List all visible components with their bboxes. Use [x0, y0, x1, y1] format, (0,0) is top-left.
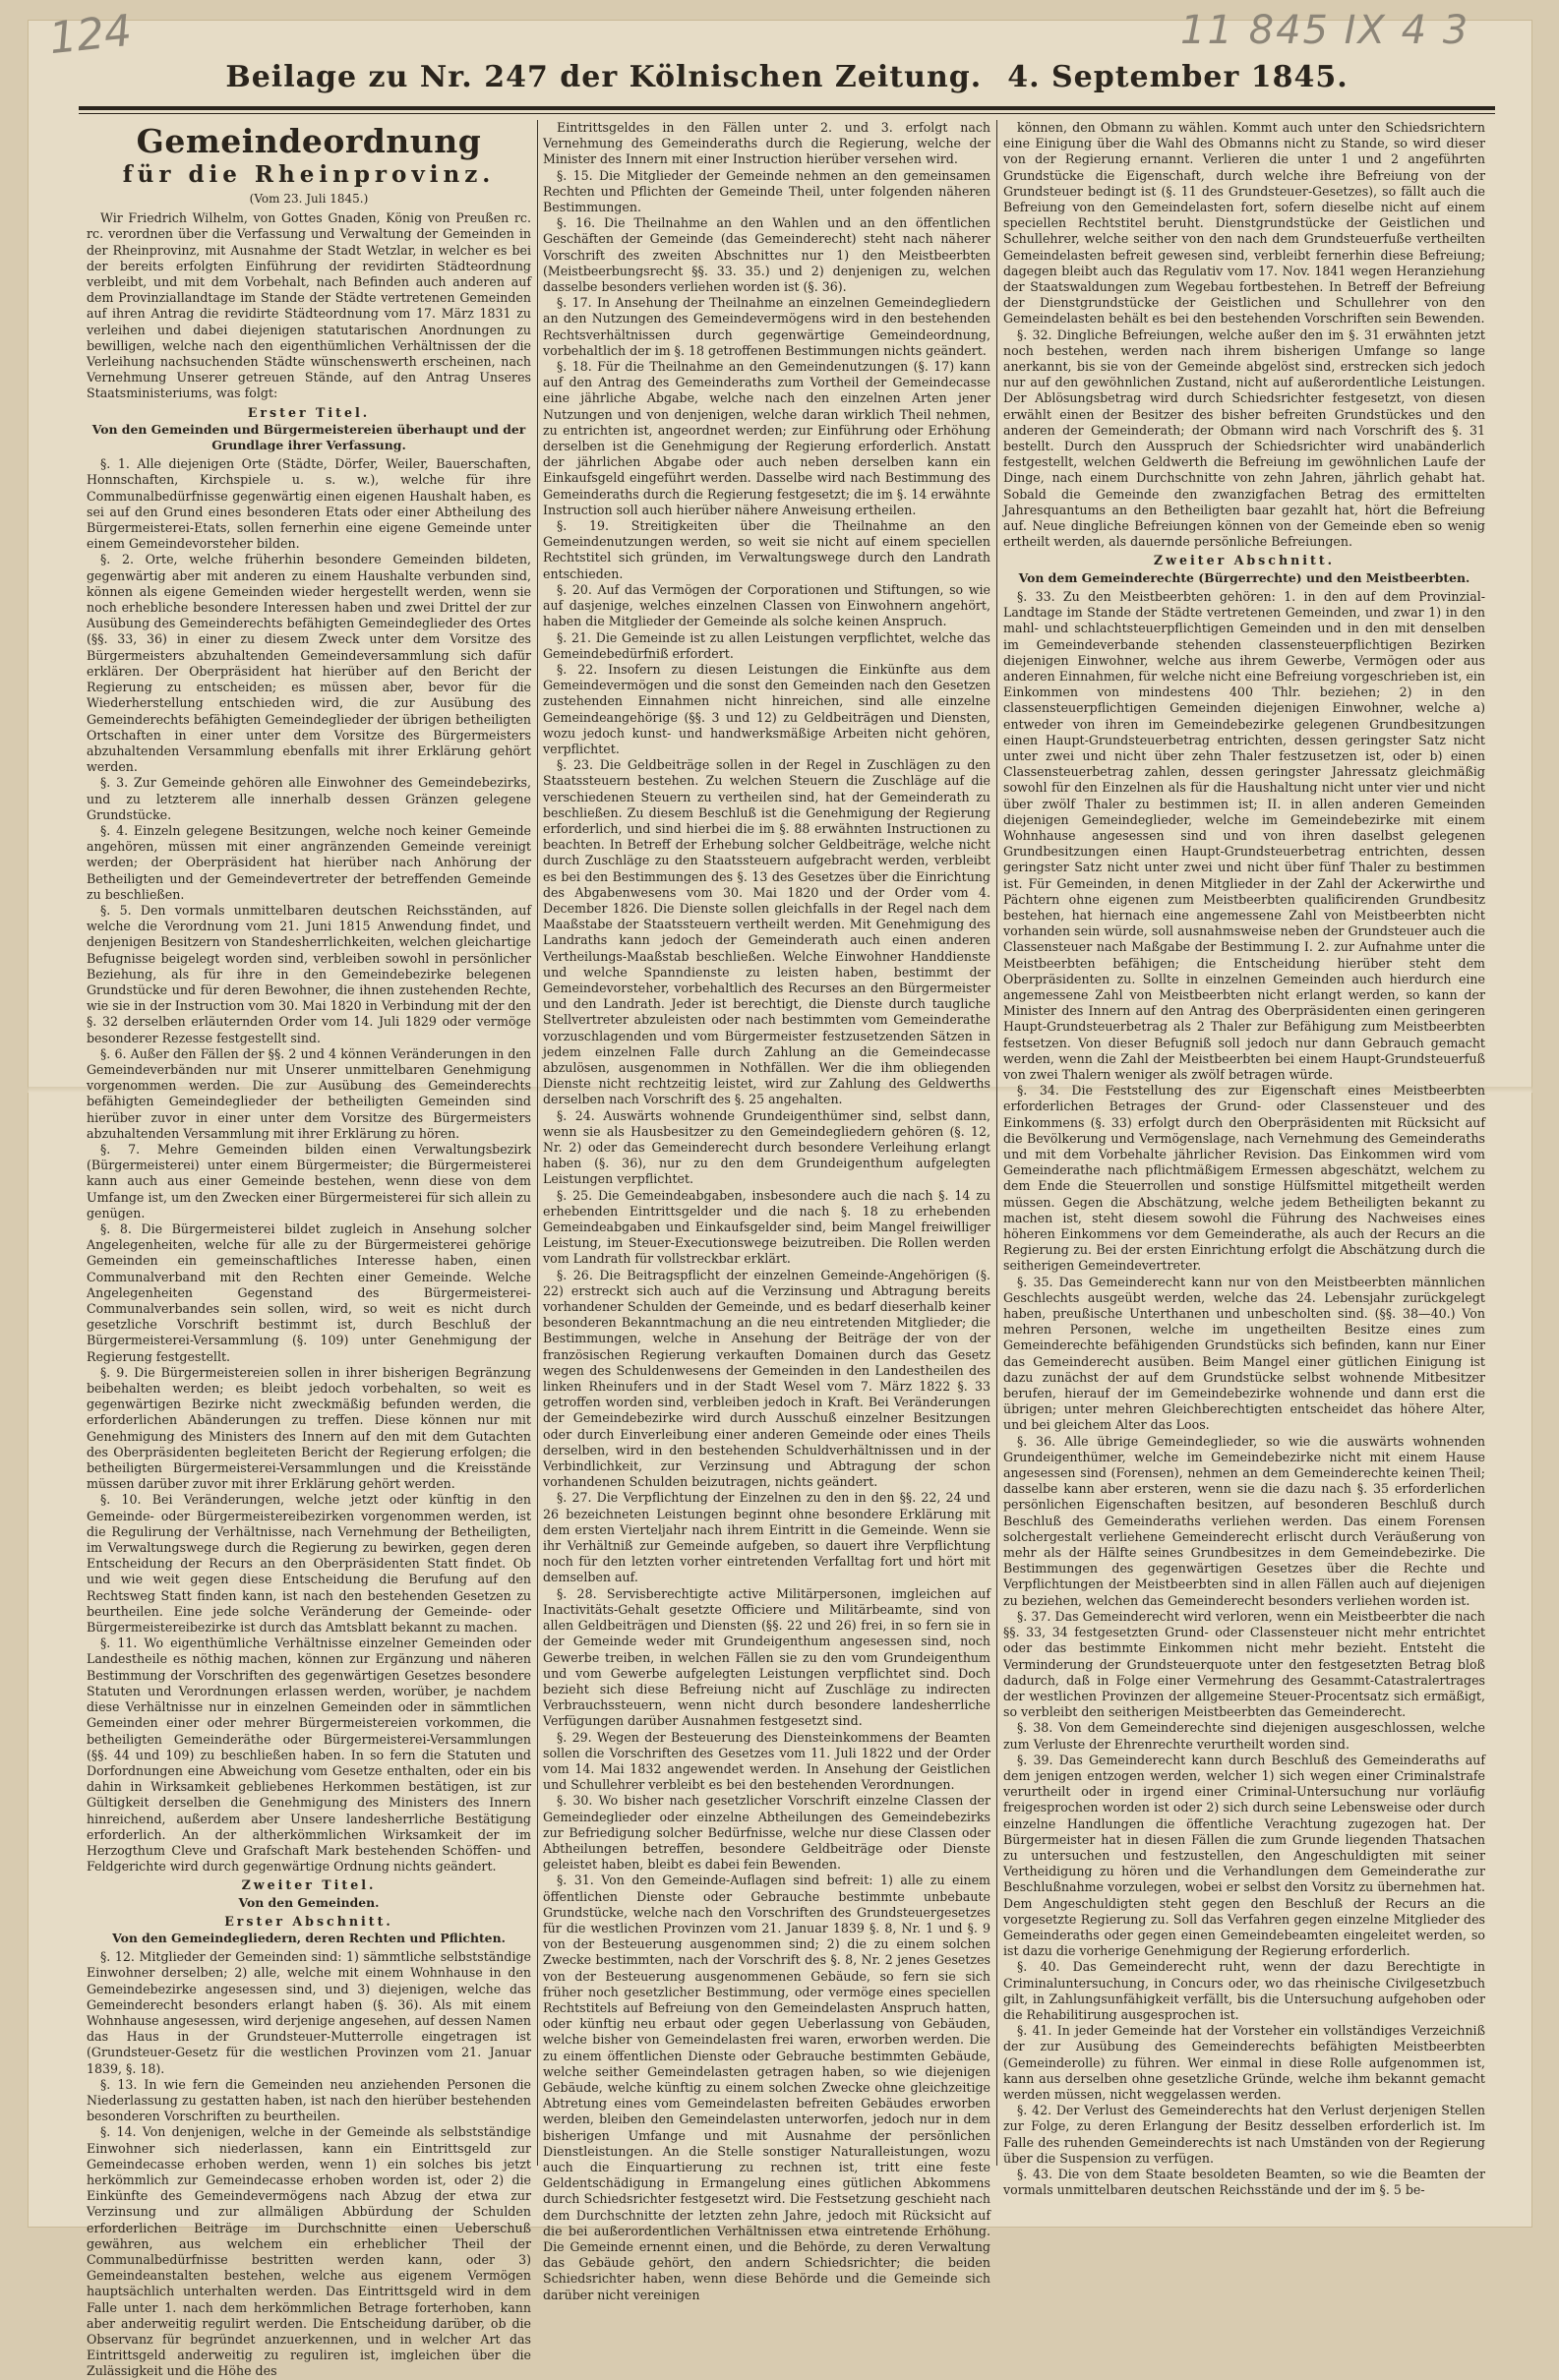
paragraph: §. 20. Auf das Vermögen der Corporationen und Stiftungen, so wie auf dasjenige, welches einzelnen Classen von Einwohnern angehört, haben die Mitglieder der Gemeinde als solche keinen Anspruch.	[543, 581, 990, 629]
paragraph: §. 29. Wegen der Besteuerung des Diensteinkommens der Beamten sollen die Vorschriften des Gesetzes vom 11. Juli 1822 und der Order vom 14. Mai 1832 angewendet werden. In Ansehung der Geistlichen und Schullehrer verbleibt es bei den bestehenden Verordnungen.	[543, 1729, 990, 1793]
column-divider-2	[996, 120, 997, 2166]
paragraph: §. 19. Streitigkeiten über die Theilnahme an den Gemeindenutzungen werden, so weit sie nicht auf einem speciellen Rechtstitel sich gründen, im Verwaltungswege durch den Landrath entschieden.	[543, 518, 990, 581]
section-1-heading: Erster Abschnitt.	[224, 1913, 393, 1929]
paragraph-list	[543, 120, 990, 2303]
paragraph: §. 5. Den vormals unmittelbaren deutschen Reichsständen, auf welche die Verordnung vom 21. Juni 1815 Anwendung findet, und denjenigen Besitzern von Standesherrlichkeiten, welchen gleichartige Befugnisse beigelegt worden sind, verbleiben sowohl in persönlicher Beziehung, als für ihre in den Gemeindebezirke belegenen Grundstücke und für deren Bewohner, die ihnen zustehenden Rechte, wie sie in der Instruction vom 30. Mai 1820 in Verbindung mit der den §. 32 derselben erläuternden Order vom 14. Juli 1829 oder vermöge besonderer Rezesse festgestellt sind.	[87, 902, 531, 1045]
paragraph: §. 17. In Ansehung der Theilnahme an einzelnen Gemeindegliedern an den Nutzungen des Gemeindevermögens wird in den bestehenden Rechtsverhältnissen durch gegenwärtige Gemeindeordnung, vorbehaltlich der im §. 18 getroffenen Bestimmungen nichts geändert.	[543, 295, 990, 358]
title-1-heading: Erster Titel.	[247, 404, 371, 420]
paragraph: §. 18. Für die Theilnahme an den Gemeindenutzungen (§. 17) kann auf den Antrag des Gemeinderaths zum Vortheil der Gemeindecasse eine jährliche Abgabe, welche nach den einzelnen Arten jener Nutzungen und von denjenigen, welche daran wirklich Theil nehmen, zu entrichten ist, angeordnet werden; zur Einführung oder Erhöhung derselben ist die Genehmigung der Regierung erforderlich. Anstatt der jährlichen Abgabe oder auch neben derselben kann ein Einkaufsgeld eingeführt werden. Dasselbe wird nach Bestimmung des Gemeinderaths durch die Regierung festgesetzt; die im §. 14 erwähnte Instruction soll auch hierüber nähere Anweisung ertheilen.	[543, 359, 990, 517]
paragraph: §. 15. Die Mitglieder der Gemeinde nehmen an den gemeinsamen Rechten und Pflichten der Gemeinde Theil, unter folgenden näheren Bestimmungen.	[543, 167, 990, 215]
title-2-heading: Zweiter Titel.	[241, 1877, 377, 1893]
paragraph: §. 2. Orte, welche früherhin besondere Gemeinden bildeten, gegenwärtig aber mit anderen zu einem Haushalte verbunden sind, können als eigene Gemeinden wieder hergestellt werden, wenn sie noch erhebliche besondere Interessen haben und zwei Drittel der zur Ausübung des Gemeinderechts befähigten Gemeindeglieder des Ortes (§§. 33, 36) in einer zu diesem Zweck unter dem Vorsitze des Bürgermeisters abzuhaltenden Gemeindeversammlung sich dafür erklären. Der Oberpräsident hat hierüber auf den Bericht der Regierung zu entscheiden; es müssen aber, bevor für die Wiederherstellung entschieden wird, die zur Ausübung des Gemeinderechts befähigten Gemeindeglieder der übrigen betheiligten Ortschaften in einer unter dem Vorsitze des Bürgermeisters abzuhaltenden Versammlung ebenfalls mit ihrer Erklärung gehört werden.	[87, 552, 531, 775]
paragraph: §. 22. Insofern zu diesen Leistungen die Einkünfte aus dem Gemeindevermögen und die sonst den Gemeinden nach den Gesetzen zustehenden Einnahmen nicht hinreichen, sind alle einzelne Gemeindeangehörige (§§. 3 und 12) zu Geldbeiträgen und Diensten, wozu jedoch kunst- und handwerksmäßige Arbeiten nicht gehören, verpflichtet.	[543, 661, 990, 756]
intro-paragraph: Wir Friedrich Wilhelm, von Gottes Gnaden, König von Preußen rc. rc. verordnen über die Verfassung und Verwaltung der Gemeinden in der Rheinprovinz, mit Ausnahme der Stadt Wetzlar, in welcher es bei der bereits erfolgten Einführung der revidirten Städteordnung verbleibt, und mit dem Vorbehalt, nach Befinden auch anderen auf dem Provinziallandtage im Stande der Städte vertretenen Gemeinden auf ihren Antrag die revidirte Städteordnung vom 17. März 1831 zu verleihen und dabei diejenigen statutarischen Anordnungen zu bewilligen, welche nach den eigenthümlichen Verhältnissen der die Verleihung nachsuchenden Städte wünschenswerth erscheinen, nach Vernehmung Unserer getreuen Stände, auf den Antrag Unseres Staatsministeriums, was folgt:	[87, 210, 531, 401]
paragraph-list	[1003, 120, 1485, 550]
paragraph: §. 3. Zur Gemeinde gehören alle Einwohner des Gemeindebezirks, und zu letzterem alle innerhalb dessen Gränzen gelegene Grundstücke.	[87, 775, 531, 822]
pencil-mark-right: 11 845 IX 4 3	[1180, 8, 1470, 53]
pencil-mark-left: 124	[46, 5, 135, 65]
paragraph: §. 34. Die Feststellung des zur Eigenschaft eines Meistbeerbten erforderlichen Betrages der Grund- oder Classensteuer und des Einkommens (§. 33) erfolgt durch den Oberpräsidenten mit Rücksicht auf die Bevölkerung und Vermögenslage, nach Vernehmung des Gemeinderaths und mit dem Vorbehalte jährlicher Revision. Das Einkommen wird vom Gemeinderathe nach pflichtmäßigem Ermessen abgeschätzt, welchem zu dem Ende die Steuerrollen und sonstige Hülfsmittel mitgetheilt werden müssen. Gegen die Abschätzung, welche jedem Betheiligten bekannt zu machen ist, steht diesem sowohl die Führung des Nachweises eines höheren Einkommens vor dem Gemeinderathe, als auch der Recurs an die Regierung zu. Bei der ersten Einrichtung erfolgt die Abschätzung durch die seitherigen Gemeindevertreter.	[1003, 1083, 1485, 1274]
paragraph: §. 10. Bei Veränderungen, welche jetzt oder künftig in den Gemeinde- oder Bürgermeistereibezirken vorgenommen werden, ist die Regulirung der Verhältnisse, nach Vernehmung der Betheiligten, im Verwaltungswege durch die Regierung zu bewirken, gegen deren Entscheidung der Recurs an den Oberpräsidenten Statt findet. Ob und wie weit gegen diese Entscheidung die Berufung auf den Rechtsweg Statt finden kann, ist nach den bestehenden Gesetzen zu beurtheilen. Eine jede solche Veränderung der Gemeinde- oder Bürgermeistereibezirke ist durch das Amtsblatt bekannt zu machen.	[87, 1492, 531, 1636]
paragraph: §. 40. Das Gemeinderecht ruht, wenn der dazu Berechtigte in Criminaluntersuchung, in Concurs oder, wo das rheinische Civilgesetzbuch gilt, in Zahlungsunfähigkeit verfällt, bis die Untersuchung aufgehoben oder die Rehabilitirung ausgesprochen ist.	[1003, 1959, 1485, 2022]
paragraph: §. 4. Einzeln gelegene Besitzungen, welche noch keiner Gemeinde angehören, müssen mit einer angränzenden Gemeinde vereinigt werden; der Oberpräsident hat hierüber nach Anhörung der Betheiligten und der Gemeindevertreter der betreffenden Gemeinde zu beschließen.	[87, 822, 531, 902]
paragraph-list	[87, 1949, 531, 2379]
paragraph: §. 42. Der Verlust des Gemeinderechts hat den Verlust derjenigen Stellen zur Folge, zu deren Erlangung der Besitz desselben erforderlich ist. Im Falle des ruhenden Gemeinderechts ist nach Umständen von der Regierung über die Suspension zu verfügen.	[1003, 2103, 1485, 2166]
document-title: Gemeindeordnung	[136, 122, 482, 160]
title-1-subheading: Von den Gemeinden und Bürgermeistereien überhaupt und der Grundlage ihrer Verfassung.	[91, 421, 526, 453]
paragraph: §. 30. Wo bisher nach gesetzlicher Vorschrift einzelne Classen der Gemeindeglieder oder einzelne Abtheilungen des Gemeindebezirks zur Befriedigung solcher Bedürfnisse, welche nur diese Classen oder Abtheilungen betreffen, besondere Geldbeiträge oder Dienste geleistet haben, bleibt es dabei fein Bewenden.	[543, 1793, 990, 1873]
paragraph: §. 25. Die Gemeindeabgaben, insbesondere auch die nach §. 14 zu erhebenden Eintrittsgelder und die nach §. 18 zu erhebenden Gemeindeabgaben und Einkaufsgelder sind, beim Mangel freiwilliger Leistung, im Steuer-Executionswege beizutreiben. Die Rollen werden vom Landrath für vollstreckbar erklärt.	[543, 1187, 990, 1267]
paragraph: §. 43. Die von dem Staate besoldeten Beamten, so wie die Beamten der vormals unmittelbaren deutschen Reichsstände und der im §. 5 be-	[1003, 2167, 1485, 2198]
paragraph: §. 37. Das Gemeinderecht wird verloren, wenn ein Meistbeerbter die nach §§. 33, 34 festgesetzten Grund- oder Classensteuer nicht mehr entrichtet oder das bestimmte Einkommen nicht mehr bezieht. Entsteht die Verminderung der Grundsteuerquote unter den festgesetzten Betrag bloß dadurch, daß in Folge einer Vermehrung des Gesammt-Catastralertrages der westlichen Provinzen der allgemeine Steuer-Procentsatz sich ermäßigt, so verbleibt den seitherigen Meistbeerbten das Gemeinderecht.	[1003, 1608, 1485, 1720]
paragraph: §. 11. Wo eigenthümliche Verhältnisse einzelner Gemeinden oder Landestheile es nöthig machen, können zur Ergänzung und näheren Bestimmung der Vorschriften des gegenwärtigen Gesetzes besondere Statuten und Verordnungen erlassen werden, worüber, je nachdem diese Verhältnisse nur in einzelnen Gemeinden oder in sämmtlichen Gemeinden einer oder mehrer Bürgermeistereien vorkommen, die betheiligten Gemeinderäthe oder Bürgermeisterei-Versammlungen (§§. 44 und 109) zu beschließen haben. In so fern die Statuten und Dorfordnungen eine Abweichung vom Gesetze enthalten, oder ein bis dahin in Wirksamkeit gebliebenes Herkommen bestätigen, ist zur Gültigkeit derselben die Genehmigung des Ministers des Innern hinreichend, außerdem aber Unsere landesherrliche Bestätigung erforderlich. An der altherkömmlichen Wirksamkeit der im Herzogthum Cleve und Grafschaft Mark bestehenden Schöffen- und Feldgerichte wird durch gegenwärtige Ordnung nichts geändert.	[87, 1636, 531, 1874]
paragraph: §. 27. Die Verpflichtung der Einzelnen zu den in den §§. 22, 24 und 26 bezeichneten Leistungen beginnt ohne besondere Erklärung mit dem ersten Vierteljahr nach ihrem Eintritt in die Gemeinde. Wenn sie ihr Verhältniß zur Gemeinde aufgeben, so dauert ihre Verpflichtung noch für den letzten vorher eintretenden Verfalltag fort und hört mit demselben auf.	[543, 1490, 990, 1585]
document-date: (Vom 23. Juli 1845.)	[249, 192, 369, 206]
paragraph: §. 38. Von dem Gemeinderechte sind diejenigen ausgeschlossen, welche zum Verluste der Ehrenrechte verurtheilt worden sind.	[1003, 1720, 1485, 1752]
paragraph: §. 8. Die Bürgermeisterei bildet zugleich in Ansehung solcher Angelegenheiten, welche für alle zu der Bürgermeisterei gehörige Gemeinden ein gemeinschaftliches Interesse haben, einen Communalverband mit den Rechten einer Gemeinde. Welche Angelegenheiten Gegenstand des Bürgermeisterei-Communalverbandes sein sollen, wird, so weit es nicht durch gesetzliche Vorschrift bestimmt ist, durch Beschluß der Bürgermeisterei-Versammlung (§. 109) unter Genehmigung der Regierung festgestellt.	[87, 1221, 531, 1364]
paragraph: §. 26. Die Beitragspflicht der einzelnen Gemeinde-Angehörigen (§. 22) erstreckt sich auch auf die Verzinsung und Abtragung bereits vorhandener Schulden der Gemeinde, und es bedarf dieserhalb keiner besonderen Bekanntmachung an die neu eintretenden Mitglieder; die Bestimmungen, welche in Ansehung der Beiträge der von der französischen Regierung verkauften Domainen durch das Gesetz wegen des Schuldenwesens der Gemeinden in den Landestheilen des linken Rheinufers und in der Stadt Wesel vom 7. März 1822 §. 33 getroffen worden sind, verbleiben jedoch in Kraft. Bei Veränderungen der Gemeindebezirke wird durch Ausschuß einzelner Besitzungen oder durch Einverleibung einer anderen Gemeinde oder eines Theils derselben, wird in den bestehenden Schuldverhältnissen und in der Verbindlichkeit, zur Verzinsung und Abtragung der schon vorhandenen Schulden beizutragen, nichts geändert.	[543, 1267, 990, 1490]
paragraph: §. 39. Das Gemeinderecht kann durch Beschluß des Gemeinderaths auf dem jenigen entzogen werden, welcher 1) sich wegen einer Criminalstrafe verurtheilt oder in irgend einer Criminal-Untersuchung nur vorläufig freigesprochen worden ist oder 2) sich durch seine Lebensweise oder durch einzelne Handlungen die öffentliche Verachtung zugezogen hat. Der Bürgermeister hat in diesen Fällen die zum Grunde liegenden Thatsachen zu untersuchen und festzustellen, den Angeschuldigten mit seiner Vertheidigung zu hören und die Verhandlungen dem Gemeinderathe zur Beschlußnahme vorzulegen, wobei er selbst den Vorsitz zu übernehmen hat. Dem Angeschuldigten steht gegen den Beschluß der Recurs an die vorgesetzte Regierung zu. Soll das Verfahren gegen einzelne Mitglieder des Gemeinderaths oder gegen einen Gemeindebeamten eingeleitet werden, so ist dazu die vorherige Genehmigung der Regierung erforderlich.	[1003, 1752, 1485, 1959]
paragraph: §. 28. Servisberechtigte active Militärpersonen, imgleichen auf Inactivitäts-Gehalt gesetzte Officiere und Militärbeamte, sind von allen Geldbeiträgen und Diensten (§§. 22 und 26) frei, in so fern sie in der Gemeinde weder mit Grundeigenthum angesessen sind, noch Gewerbe treiben, in welchen Fällen sie zu den vom Grundeigenthum und vom Gewerbe aufgelegten Leistungen verpflichtet sind. Doch bezieht sich diese Befreiung nicht auf Zuschläge zu indirecten Verbrauchssteuern, wenn nicht durch besondere landesherrliche Verfügungen darüber Ausnahmen festgesetzt sind.	[543, 1585, 990, 1729]
paragraph: §. 14. Von denjenigen, welche in der Gemeinde als selbstständige Einwohner sich niederlassen, kann ein Eintrittsgeld zur Gemeindecasse erhoben werden, wenn 1) ein solches bis jetzt herkömmlich zur Gemeindecasse erhoben worden ist, oder 2) die Einkünfte des Gemeindevermögens nach Abzug der etwa zur Verzinsung und zur allmäligen Abbürdung der Schulden erforderlichen Beiträge im Durchschnitte einen Ueberschuß gewähren, aus welchem ein erheblicher Theil der Communalbedürfnisse bestritten werden kann, oder 3) Gemeindeanstalten bestehen, welche aus eigenem Vermögen hauptsächlich unterhalten werden. Das Eintrittsgeld wird in dem Falle unter 1. nach dem herkömmlichen Betrage forterhoben, kann aber anderweitig regulirt werden. Die Entscheidung darüber, ob die Observanz für begründet anzuerkennen, und in welcher Art das Eintrittsgeld anderweitig zu reguliren ist, imgleichen über die Zulässigkeit und die Höhe des	[87, 2124, 531, 2379]
paragraph: §. 33. Zu den Meistbeerbten gehören: 1. in den auf dem Provinzial-Landtage im Stande der Städte vertretenen Gemeinden, und zwar 1) in den mahl- und schlachtsteuerpflichtigen Gemeinden und in den mit denselben im Gemeindeverbande stehenden classensteuerpflichtigen Bezirken diejenigen Einwohner, welche aus ihrem Gewerbe, Vermögen oder aus anderen Einnahmen, für welche nicht eine Befreiung vorgeschrieben ist, ein Einkommen von mindestens 400 Thlr. beziehen; 2) in den classensteuerpflichtigen Gemeinden diejenigen Einwohner, welche a) entweder von ihren im Gemeindebezirke gelegenen Grundbesitzungen einen Haupt-Grundsteuerbetrag entrichten, dessen geringster Satz nicht unter zwei und nicht über zehn Thaler festzusetzen ist, oder b) einen Classensteuerbetrag zahlen, dessen geringster Jahressatz gleichmäßig sowohl für den Einzelnen als für die Haushaltung nicht unter vier und nicht über zwölf Thaler zu bestimmen ist; II. in allen anderen Gemeinden diejenigen Gemeindeglieder, welche im Gemeindebezirke mit einem Wohnhause angesessen sind und von ihren daselbst gelegenen Grundbesitzungen einen Haupt-Grundsteuerbetrag entrichten, dessen geringster Satz nicht unter zwei und nicht über fünf Thaler zu bestimmen ist. Für Gemeinden, in denen Mitglieder in der Zahl der Ackerwirthe und Pächtern ohne eigenen zum Meistbeerbten qualificirenden Grundbesitz bestehen, hat hiernach eine angemessene Zahl von Meistbeerbten nicht vorhanden sein würde, soll ausnahmsweise neben der Grundsteuer auch die Classensteuer nach Maßgabe der Bestimmung I. 2. zur Aufnahme unter die Meistbeerbten befähigen; die Entscheidung hierüber steht dem Oberpräsidenten zu. Sollte in einzelnen Gemeinden auch hierdurch eine angemessene Zahl von Meistbeerbten nicht erlangt werden, so kann der Minister des Innern auf den Antrag des Oberpräsidenten einen geringeren Haupt-Grundsteuerbetrag als 2 Thaler zur Befähigung zum Meistbeerbten festsetzen. Von dieser Befugniß soll jedoch nur dann Gebrauch gemacht werden, wenn die Zahl der Meistbeerbten bei einem Haupt-Grundsteuerfuß von zwei Thalern weniger als zwölf betragen würde.	[1003, 588, 1485, 1082]
column-3	[1003, 120, 1485, 2198]
paragraph: §. 36. Alle übrige Gemeindeglieder, so wie die auswärts wohnenden Grundeigenthümer, welche im Gemeindebezirke nicht mit einem Hause angesessen sind (Forensen), nehmen an dem Gemeinderechte keinen Theil; dasselbe kann aber ersteren, wenn sie die dazu nach §. 35 erforderlichen persönlichen Eigenschaften besitzen, auf besonderen Beschluß durch Beschluß des Gemeinderaths verliehen werden. Das einem Forensen solchergestalt verliehene Gemeinderecht erlischt durch Veräußerung von mehr als der Hälfte seines Grundbesitzes in dem Gemeindebezirke. Die Bestimmungen des gegenwärtigen Gesetzes über die Rechte und Verpflichtungen der Meistbeerbten sind in allen Fällen auch auf diejenigen zu beziehen, welchen das Gemeinderecht besonders verliehen worden ist.	[1003, 1433, 1485, 1608]
column-divider-1	[537, 120, 538, 2166]
column-2	[543, 120, 990, 2302]
masthead	[79, 47, 1495, 106]
section-2-subheading: Von dem Gemeinderechte (Bürgerrechte) und den Meistbeerbten.	[1018, 569, 1470, 585]
paragraph: §. 23. Die Geldbeiträge sollen in der Regel in Zuschlägen zu den Staatssteuern bestehen. Zu welchen Steuern die Zuschläge auf die verschiedenen Steuern zu vertheilen sind, hat der Gemeinderath zu beschließen. Zu diesem Beschluß ist die Genehmigung der Regierung erforderlich, und sind hierbei die im §. 88 erwähnten Instructionen zu beachten. In Betreff der Erhebung solcher Geldbeiträge, welche nicht durch Zuschläge zu den Staatssteuern aufgebracht werden, verbleibt es bei den Bestimmungen des §. 13 des Gesetzes über die Einrichtung des Abgabenwesens vom 30. Mai 1820 und der Order vom 4. December 1826. Die Dienste sollen gleichfalls in der Regel nach dem Maaßstabe der Staatssteuern vertheilt werden. Mit Genehmigung des Landraths kann jedoch der Gemeinderath auch einen anderen Vertheilungs-Maaßstab beschließen. Welche Einwohner Handdienste und welche Spanndienste zu leisten haben, bestimmt der Gemeindevorsteher, vorbehaltlich des Recurses an den Bürgermeister und den Landrath. Jeder ist berechtigt, die Dienste durch taugliche Stellvertreter abzuleisten oder nach bestimmten vom Gemeinderathe vorzuschlagenden und vom Bürgermeister festzusetzenden Sätzen in jedem einzelnen Falle durch Zahlung an die Gemeindecasse abzulösen, ausgenommen in Nothfällen. Wer die ihm obliegenden Dienste nicht rechtzeitig leistet, wird zur Zahlung des Geldwerths derselben nach Vorschrift des §. 25 angehalten.	[543, 757, 990, 1107]
paragraph: §. 21. Die Gemeinde ist zu allen Leistungen verpflichtet, welche das Gemeindebedürfniß erfordert.	[543, 629, 990, 661]
title-2-subheading: Von den Gemeinden.	[238, 1894, 380, 1910]
paragraph: §. 41. In jeder Gemeinde hat der Vorsteher ein vollständiges Verzeichniß der zur Ausübung des Gemeinderechts befähigten Meistbeerbten (Gemeinderolle) zu führen. Wer einmal in diese Rolle aufgenommen ist, kann aus derselben ohne gesetzliche Gründe, welche ihm bekannt gemacht werden müssen, nicht weggelassen werden.	[1003, 2023, 1485, 2102]
paragraph-list	[1003, 589, 1485, 2199]
paragraph: §. 31. Von den Gemeinde-Auflagen sind befreit: 1) alle zu einem öffentlichen Dienste oder Gebrauche bestimmte unbebaute Grundstücke, welche nach den Vorschriften des Grundsteuergesetzes für die westlichen Provinzen vom 21. Januar 1839 §. 8, Nr. 1 und §. 9 von der Besteuerung ausgenommen sind; 2) die zu einem solchen Zwecke bestimmten, nach der Vorschrift des §. 8, Nr. 2 jenes Gesetzes von der Besteuerung ausgenommenen Gebäude, so fern sie sich früher noch gesetzlicher Bestimmung, oder vermöge eines speciellen Rechtstitels auf Befreiung von den Gemeindelasten Anspruch hatten, oder künftig neu erbaut oder gegen Ueberlassung von Gebäuden, welche bisher von Gemeindelasten frei waren, erworben werden. Die zu einem öffentlichen Dienste oder Gebrauche bestimmten Gebäude, welche seither Gemeindelasten getragen haben, so wie diejenigen Gebäude, welche künftig zu einem solchen Zwecke ohne gleichzeitige Abtretung eines vom Gemeindelasten befreiten Gebäudes erworben werden, bleiben den Gemeindelasten unterworfen, jedoch nur in dem bisherigen Umfange und mit Ausnahme der persönlichen Dienstleistungen. An die Stelle sonstiger Naturalleistungen, wozu auch die Einquartierung zu rechnen ist, tritt eine feste Geldentschädigung in Ermangelung eines gütlichen Abkommens durch Schiedsrichter festgesetzt wird. Die Festsetzung geschieht nach dem Durchschnitte der letzten zehn Jahre, jedoch mit Rücksicht auf die bei außerordentlichen Verhältnissen etwa eintretende Erhöhung. Die Gemeinde ernennt einen, und die Behörde, zu deren Verwaltung das Gebäude gehört, den andern Schiedsrichter; die beiden Schiedsrichter haben, wenn diese Behörde und die Gemeinde sich darüber nicht vereinigen	[543, 1873, 990, 2302]
section-2-heading: Zweiter Abschnitt.	[1153, 553, 1336, 568]
paragraph: §. 13. In wie fern die Gemeinden neu anziehenden Personen die Niederlassung zu gestatten haben, ist nach den hierüber bestehenden besonderen Vorschriften zu beurtheilen.	[87, 2076, 531, 2124]
paragraph: §. 7. Mehre Gemeinden bilden einen Verwaltungsbezirk (Bürgermeisterei) unter einem Bürgermeister; die Bürgermeisterei kann auch aus einer Gemeinde bestehen, wenn diese von dem Umfange ist, um den Zwecken einer Bürgermeisterei für sich allein zu genügen.	[87, 1141, 531, 1220]
paragraph: §. 9. Die Bürgermeistereien sollen in ihrer bisherigen Begränzung beibehalten werden; es bleibt jedoch vorbehalten, so weit es gegenwärtigen Bezirke nicht zweckmäßig befunden werden, die erforderlichen Abänderungen zu treffen. Diese können nur mit Genehmigung des Ministers des Innern auf den mit dem Gutachten des Oberpräsidenten begleiteten Bericht der Regierung erfolgen; die betheiligten Bürgermeisterei-Versammlungen und die Kreisstände müssen darüber zuvor mit ihrer Erklärung gehört werden.	[87, 1364, 531, 1492]
paragraph: §. 32. Dingliche Befreiungen, welche außer den im §. 31 erwähnten jetzt noch bestehen, werden nach ihrem bisherigen Umfange so lange anerkannt, bis sie von der Gemeinde abgelöst sind, erstrecken sich jedoch nur auf den gewöhnlichen Zustand, nicht auf außerordentliche Leistungen. Der Ablösungsbetrag wird durch Schiedsrichter festgesetzt, von diesen erwählt einen der Besitzer des bisher befreiten Grundstückes und den anderen der Gemeinderath; der Obmann wird nach Vorschrift des §. 31 bestellt. Durch den Ausspruch der Schiedsrichter wird unabänderlich festgestellt, welchen Geldwerth die Befreiung im gewöhnlichen Laufe der Dinge, nach einem Durchschnitte von zehn Jahren, jährlich gehabt hat. Sobald die Gemeinde den zwanzigfachen Betrag des ermittelten Jahresquantums an den Betheiligten baar gezahlt hat, hört die Befreiung auf. Neue dingliche Befreiungen können von der Gemeinde eben so wenig ertheilt werden, als dauernde persönliche Befreiungen.	[1003, 327, 1485, 550]
masthead-supplement: Beilage zu Nr. 247 der Kölnischen Zeitung.	[225, 59, 983, 94]
masthead-rule	[79, 106, 1495, 110]
column-1	[87, 120, 531, 2379]
document-subtitle: für die Rheinprovinz.	[122, 161, 496, 188]
paragraph: §. 24. Auswärts wohnende Grundeigenthümer sind, selbst dann, wenn sie als Hausbesitzer zu den Gemeindegliedern gehören (§. 12, Nr. 2) oder das Gemeinderecht durch besondere Verleihung erlangt haben (§. 36), nur zu den dem Grundeigenthum aufgelegten Leistungen verpflichtet.	[543, 1107, 990, 1187]
paragraph: §. 35. Das Gemeinderecht kann nur von den Meistbeerbten männlichen Geschlechts ausgeübt werden, welche das 24. Lebensjahr zurückgelegt haben, preußische Unterthanen und unbescholten sind. (§§. 38—40.) Von mehren Personen, welche im ungetheilten Besitze eines zum Gemeinderechte befähigenden Grundstücks sich befinden, kann nur Einer das Gemeinderecht ausüben. Beim Mangel einer gütlichen Einigung ist dazu zunächst der auf dem Grundstücke selbst wohnende Mitbesitzer berufen, hierauf der im Gemeindebezirke wohnende und dann erst die übrigen; unter mehren Gleichberechtigten entscheidet das höhere Alter, und bei gleichem Alter das Loos.	[1003, 1274, 1485, 1433]
paragraph: §. 16. Die Theilnahme an den Wahlen und an den öffentlichen Geschäften der Gemeinde (das Gemeinderecht) steht nach näherer Vorschrift des zweiten Abschnittes nur 1) den Meistbeerbten (Meistbeerbungsrecht §§. 33. 35.) und 2) denjenigen zu, welchen dasselbe besonders verliehen worden ist (§. 36).	[543, 215, 990, 295]
paragraph: §. 6. Außer den Fällen der §§. 2 und 4 können Veränderungen in den Gemeindeverbänden nur mit Unserer unmittelbaren Genehmigung vorgenommen werden. Die zur Ausübung des Gemeinderechts befähigten Gemeindeglieder der betheiligten Gemeinden sind hierüber zuvor in einer unter dem Vorsitze des Bürgermeisters abzuhaltenden Versammlung mit ihrer Erklärung zu hören.	[87, 1045, 531, 1141]
paragraph: §. 1. Alle diejenigen Orte (Städte, Dörfer, Weiler, Bauerschaften, Honnschaften, Kirchspiele u. s. w.), welche für ihre Communalbedürfnisse gegenwärtig einen eigenen Haushalt haben, es sei auf den Grund eines besonderen Etats oder einer Abtheilung des Bürgermeisterei-Etats, sollen fernerhin eine eigene Gemeinde unter einem Gemeindevorsteher bilden.	[87, 456, 531, 552]
paragraph: Eintrittsgeldes in den Fällen unter 2. und 3. erfolgt nach Vernehmung des Gemeinderaths durch die Regierung, welche der Minister des Innern mit einer Instruction hierüber versehen wird.	[543, 120, 990, 167]
paragraph-list	[87, 456, 531, 1874]
paragraph: §. 12. Mitglieder der Gemeinden sind: 1) sämmtliche selbstständige Einwohner derselben; 2) alle, welche mit einem Wohnhause in den Gemeindebezirke angesessen sind, und 3) diejenigen, welche das Gemeinderecht besonders erlangt haben (§. 36). Als mit einem Wohnhause angesessen, wird derjenige angesehen, auf dessen Namen das Haus in der Grundsteuer-Mutterrolle eingetragen ist (Grundsteuer-Gesetz für die westlichen Provinzen vom 21. Januar 1839, §. 18).	[87, 1949, 531, 2076]
masthead-date: 4. September 1845.	[1007, 59, 1349, 94]
masthead-rule-thin	[79, 113, 1495, 114]
section-1-subheading: Von den Gemeindegliedern, deren Rechten und Pflichten.	[112, 1930, 506, 1945]
paragraph: können, den Obmann zu wählen. Kommt auch unter den Schiedsrichtern eine Einigung über die Wahl des Obmanns nicht zu Stande, so wird dieser von der Regierung ernannt. Verlieren die unter 1 und 2 angeführten Grundstücke die Eigenschaft, durch welche ihre Befreiung von der Grundsteuer bedingt ist (§. 11 des Grundsteuer-Gesetzes), so fällt auch die Befreiung von den Gemeindelasten fort, sofern dieselbe nicht auf einem speciellen Rechtstitel beruht. Dienstgrundstücke der Geistlichen und Schullehrer, welche seither von den nach dem Grundsteuerfuße vertheilten Gemeindelasten befreit gewesen sind, verbleibt fernerhin diese Befreiung; dagegen bleibt auch das Regulativ vom 17. Nov. 1841 wegen Heranziehung der Staatswaldungen zum Wegebau fortbestehen. In Betreff der Befreiung der Dienstgrundstücke der Geistlichen und Schullehrer von den Gemeindelasten behält es bei den bestehenden Vorschriften sein Bewenden.	[1003, 120, 1485, 327]
